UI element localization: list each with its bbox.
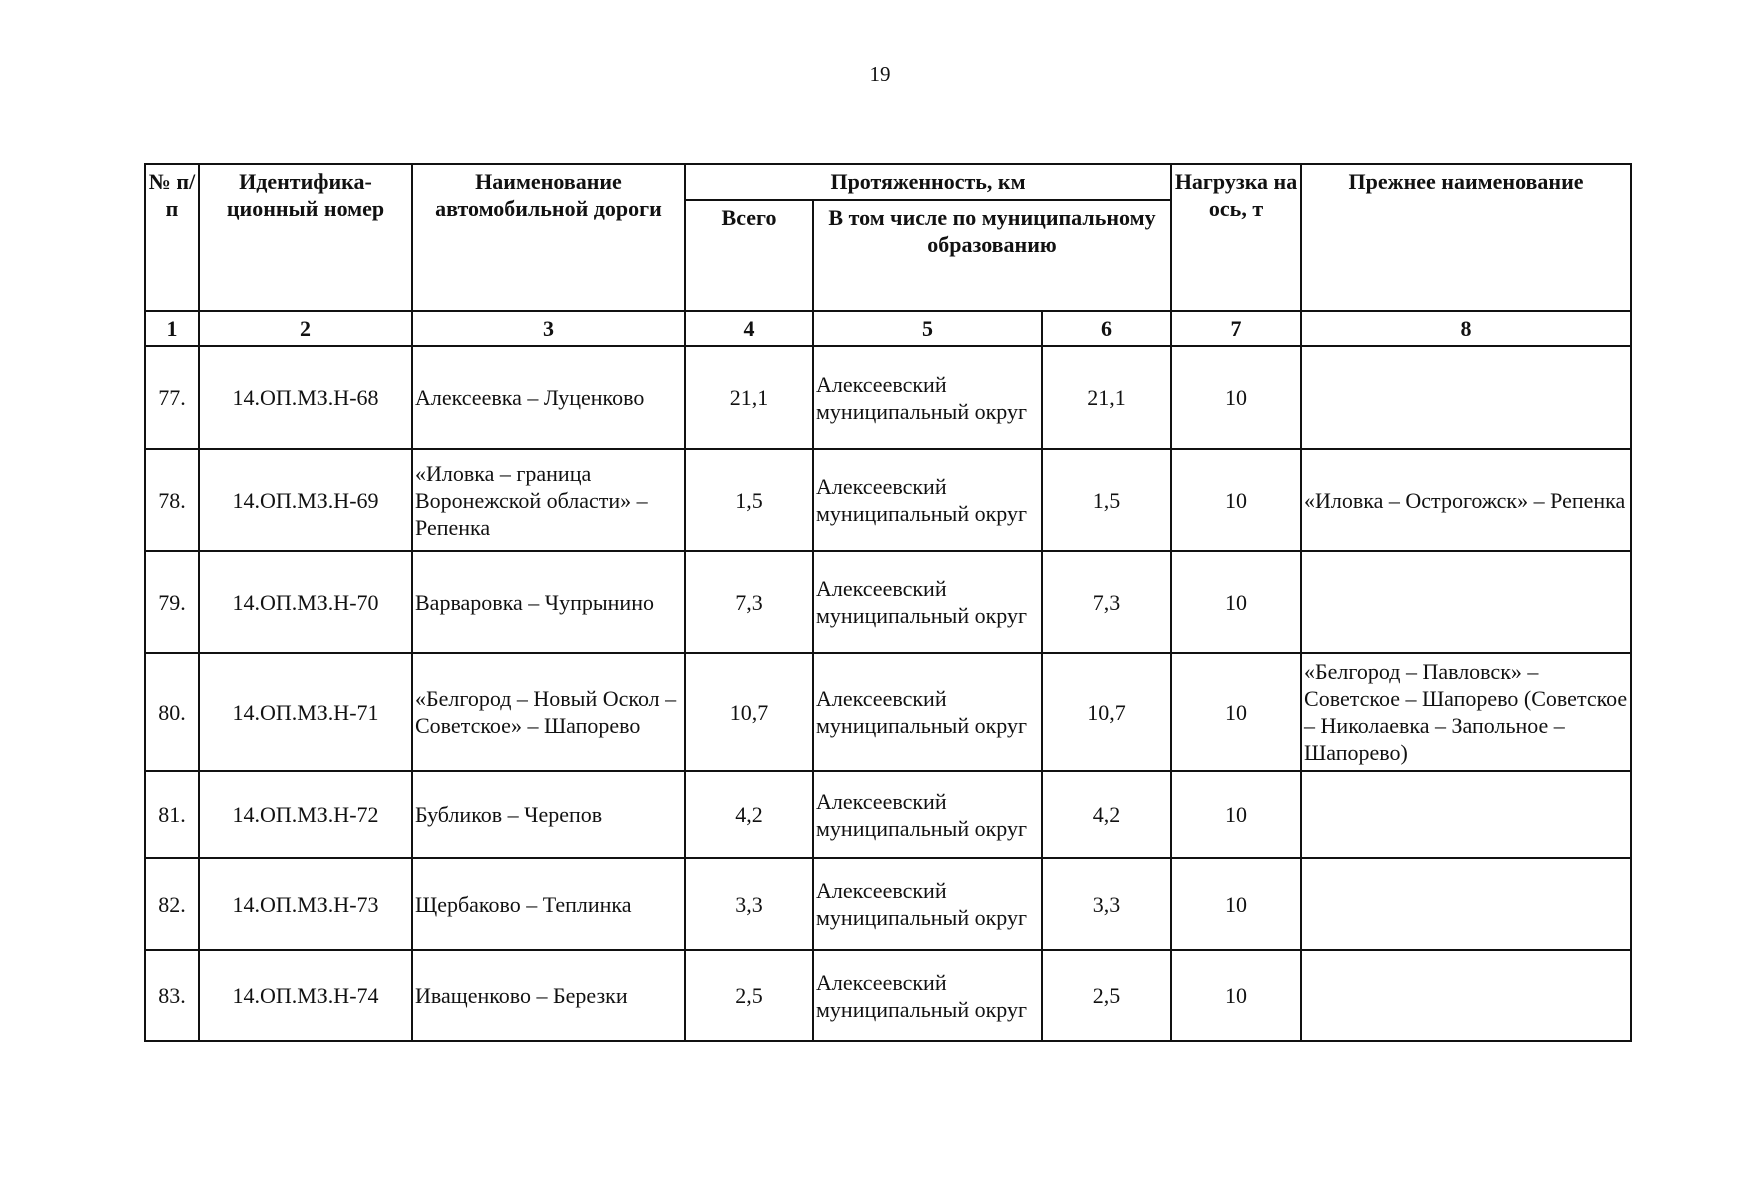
cell-road-name: Алексеевка – Луценково: [412, 346, 685, 449]
column-number: 2: [199, 311, 412, 346]
cell-road-name: Бубликов – Черепов: [412, 771, 685, 858]
cell-id: 14.ОП.МЗ.Н-68: [199, 346, 412, 449]
column-number: 3: [412, 311, 685, 346]
cell-former-name: «Белгород – Павловск» – Советское – Шапорево (Советское – Николаевка – Запольное – Шапорево): [1301, 653, 1631, 771]
cell-num: 79.: [145, 551, 199, 653]
header-road-name: Наименование автомобильной дороги: [412, 164, 685, 311]
cell-former-name: [1301, 858, 1631, 950]
cell-municipality: Алексеевский муниципальный округ: [813, 449, 1042, 551]
header-length-municipal: В том числе по муниципальному образованию: [813, 200, 1171, 311]
table-row: [145, 551, 1631, 653]
cell-total: 4,2: [685, 771, 813, 858]
cell-num: 80.: [145, 653, 199, 771]
cell-municipality: Алексеевский муниципальный округ: [813, 551, 1042, 653]
table-row: [145, 858, 1631, 950]
cell-id: 14.ОП.МЗ.Н-73: [199, 858, 412, 950]
cell-total: 21,1: [685, 346, 813, 449]
cell-num: 77.: [145, 346, 199, 449]
cell-road-name: Варваровка – Чупрынино: [412, 551, 685, 653]
cell-mun-length: 2,5: [1042, 950, 1171, 1041]
cell-id: 14.ОП.МЗ.Н-69: [199, 449, 412, 551]
table-row: [145, 653, 1631, 771]
column-number: 6: [1042, 311, 1171, 346]
cell-id: 14.ОП.МЗ.Н-71: [199, 653, 412, 771]
cell-num: 82.: [145, 858, 199, 950]
cell-total: 1,5: [685, 449, 813, 551]
cell-num: 83.: [145, 950, 199, 1041]
cell-axle-load: 10: [1171, 950, 1301, 1041]
cell-axle-load: 10: [1171, 346, 1301, 449]
cell-road-name: «Иловка – граница Воронежской области» – Репенка: [412, 449, 685, 551]
cell-num: 81.: [145, 771, 199, 858]
cell-former-name: [1301, 551, 1631, 653]
cell-former-name: [1301, 950, 1631, 1041]
cell-road-name: «Белгород – Новый Оскол – Советское» – Шапорево: [412, 653, 685, 771]
cell-former-name: [1301, 346, 1631, 449]
header-former-name: Прежнее наименование: [1301, 164, 1631, 311]
table-row: [145, 346, 1631, 449]
column-number: 4: [685, 311, 813, 346]
cell-num: 78.: [145, 449, 199, 551]
cell-axle-load: 10: [1171, 551, 1301, 653]
header-length: Протяженность, км: [685, 164, 1171, 200]
header-id: Идентифика-ционный номер: [199, 164, 412, 311]
cell-municipality: Алексеевский муниципальный округ: [813, 653, 1042, 771]
cell-id: 14.ОП.МЗ.Н-70: [199, 551, 412, 653]
header-axle-load: Нагрузка на ось, т: [1171, 164, 1301, 311]
table-row: [145, 449, 1631, 551]
table-row: [145, 771, 1631, 858]
cell-mun-length: 1,5: [1042, 449, 1171, 551]
cell-id: 14.ОП.МЗ.Н-74: [199, 950, 412, 1041]
table-row: [145, 950, 1631, 1041]
cell-mun-length: 7,3: [1042, 551, 1171, 653]
cell-municipality: Алексеевский муниципальный округ: [813, 858, 1042, 950]
cell-mun-length: 10,7: [1042, 653, 1171, 771]
cell-axle-load: 10: [1171, 771, 1301, 858]
cell-former-name: [1301, 771, 1631, 858]
page-number: 19: [869, 62, 891, 86]
column-number: 7: [1171, 311, 1301, 346]
cell-mun-length: 4,2: [1042, 771, 1171, 858]
cell-municipality: Алексеевский муниципальный округ: [813, 771, 1042, 858]
cell-municipality: Алексеевский муниципальный округ: [813, 346, 1042, 449]
cell-mun-length: 21,1: [1042, 346, 1171, 449]
cell-id: 14.ОП.МЗ.Н-72: [199, 771, 412, 858]
cell-former-name: «Иловка – Острогожск» – Репенка: [1301, 449, 1631, 551]
cell-road-name: Иващенково – Березки: [412, 950, 685, 1041]
cell-axle-load: 10: [1171, 449, 1301, 551]
column-number: 5: [813, 311, 1042, 346]
cell-total: 10,7: [685, 653, 813, 771]
header-length-total: Всего: [685, 200, 813, 311]
cell-road-name: Щербаково – Теплинка: [412, 858, 685, 950]
cell-total: 7,3: [685, 551, 813, 653]
cell-axle-load: 10: [1171, 858, 1301, 950]
column-number: 8: [1301, 311, 1631, 346]
cell-axle-load: 10: [1171, 653, 1301, 771]
cell-mun-length: 3,3: [1042, 858, 1171, 950]
cell-total: 2,5: [685, 950, 813, 1041]
cell-total: 3,3: [685, 858, 813, 950]
header-num: № п/п: [145, 164, 199, 311]
roads-table: [144, 163, 1632, 1042]
column-number: 1: [145, 311, 199, 346]
cell-municipality: Алексеевский муниципальный округ: [813, 950, 1042, 1041]
